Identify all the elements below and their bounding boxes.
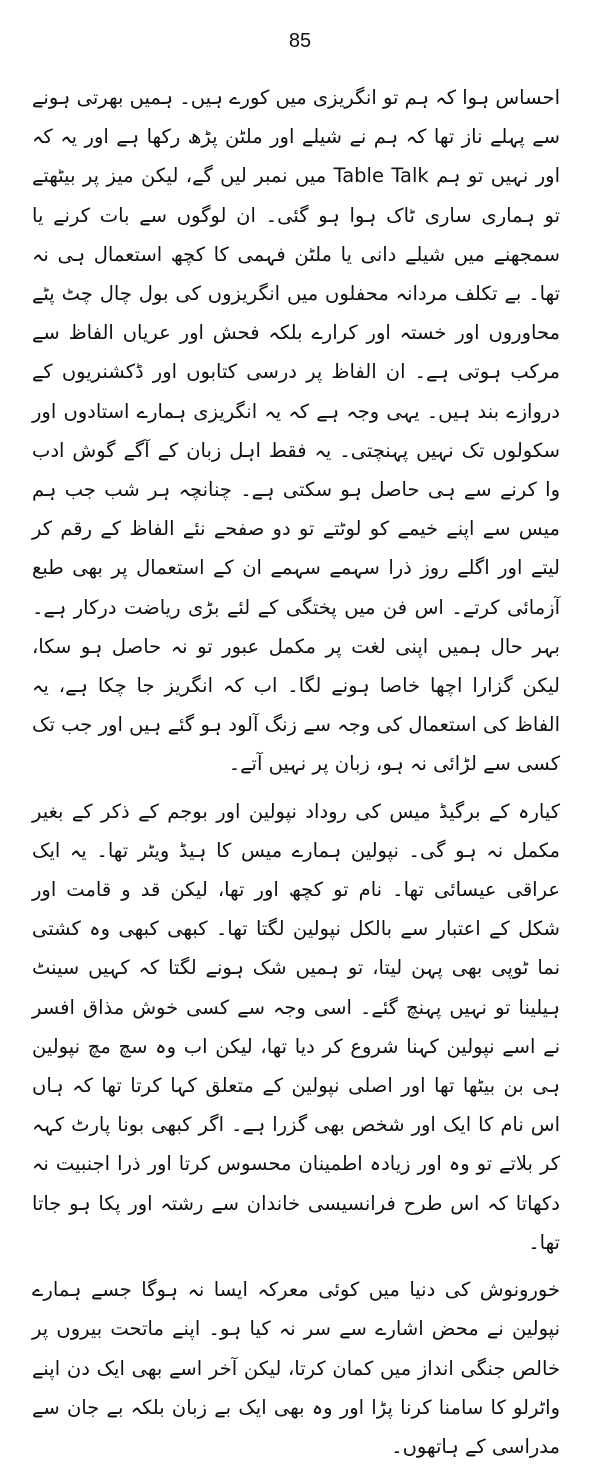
body-text (32, 78, 560, 1466)
paragraph: کیارہ کے برگیڈ میس کی روداد نپولین اور بوجم کے ذکر کے بغیر مکمل نہ ہو گی۔ نپولین ہمارے میس کا ہیڈ ویٹر تھا۔ یہ ایک عراقی عیسائی تھا۔ نام تو کچھ اور تھا، لیکن قد و قامت اور شکل کے اعتبار سے بالکل نپولین لگتا تھا۔ کبھی کبھی وہ کشتی نما ٹوپی بھی پہن لیتا، تو ہمیں شک ہونے لگتا کہ کہیں سینٹ ہیلینا تو نہیں پہنچ گئے۔ اسی وجہ سے کسی خوش مذاق افسر نے اسے نپولین کہنا شروع کر دیا تھا، لیکن اب وہ سچ مچ نپولین ہی بن بیٹھا تھا اور اصلی نپولین کے متعلق کہا کرتا تھا کہ ہاں اس نام کا ایک اور شخص بھی گزرا ہے۔ اگر کبھی بونا پارٹ کہہ کر بلاتے تو وہ اور زیادہ اطمینان محسوس کرتا اور ذرا اجنبیت نہ دکھاتا کہ اس طرح فرانسیسی خاندان سے رشتہ اور پکا ہو جاتا تھا۔ (32, 799, 560, 1254)
paragraph: احساس ہوا کہ ہم تو انگریزی میں کورے ہیں۔ ہمیں بھرتی ہونے سے پہلے ناز تھا کہ ہم نے شیلے اور ملٹن پڑھ رکھا ہے اور یہ کہ اور نہیں تو ہم Table Talk میں نمبر لیں گے، لیکن میز پر بیٹھتے تو ہماری ساری ٹاک ہوا ہو گئی۔ ان لوگوں سے بات کرنے یا سمجھنے میں شیلے دانی یا ملٹن فہمی کا کچھ استعمال ہی نہ تھا۔ بے تکلف مردانہ محفلوں میں انگریزوں کی بول چال چٹ پٹے محاوروں اور خستہ اور کرارے بلکہ فحش اور عریاں الفاظ سے مرکب ہوتی ہے۔ ان الفاظ پر درسی کتابوں اور ڈکشنریوں کے دروازے بند ہیں۔ یہی وجہ ہے کہ یہ انگریزی ہمارے استادوں اور سکولوں تک نہیں پہنچتی۔ یہ فقط اہل زبان کے آگے گوش ادب وا کرنے سے ہی حاصل ہو سکتی ہے۔ چنانچہ ہر شب جب ہم میس سے اپنے خیمے کو لوٹتے تو دو صفحے نئے الفاظ کے رقم کر لیتے اور اگلے روز ذرا سہمے سہمے ان کے استعمال پر بھی طبع آزمائی کرتے۔ اس فن میں پختگی کے لئے بڑی ریاضت درکار ہے۔ بہر حال ہمیں اپنی لغت پر مکمل عبور تو نہ حاصل ہو سکا، لیکن گزارا اچھا خاصا ہونے لگا۔ اب کہ انگریز جا چکا ہے، یہ الفاظ کی استعمال کی وجہ سے زنگ آلود ہو گئے ہیں اور جب تک کسی سے لڑائی نہ ہو، زبان پر نہیں آتے۔ (32, 86, 561, 776)
paragraph: خورونوش کی دنیا میں کوئی معرکہ ایسا نہ ہوگا جسے ہمارے نپولین نے محض اشارے سے سر نہ کیا ہو۔ اپنے ماتحت بیروں پر خالص جنگی انداز میں کمان کرتا، لیکن آخر اسے بھی ایک دن اپنے واٹرلو کا سامنا کرنا پڑا اور وہ بھی ایک بے زبان بلکہ بے جان سے مدراسی کے ہاتھوں۔ (32, 1278, 560, 1458)
page-number: 85 (288, 30, 312, 52)
